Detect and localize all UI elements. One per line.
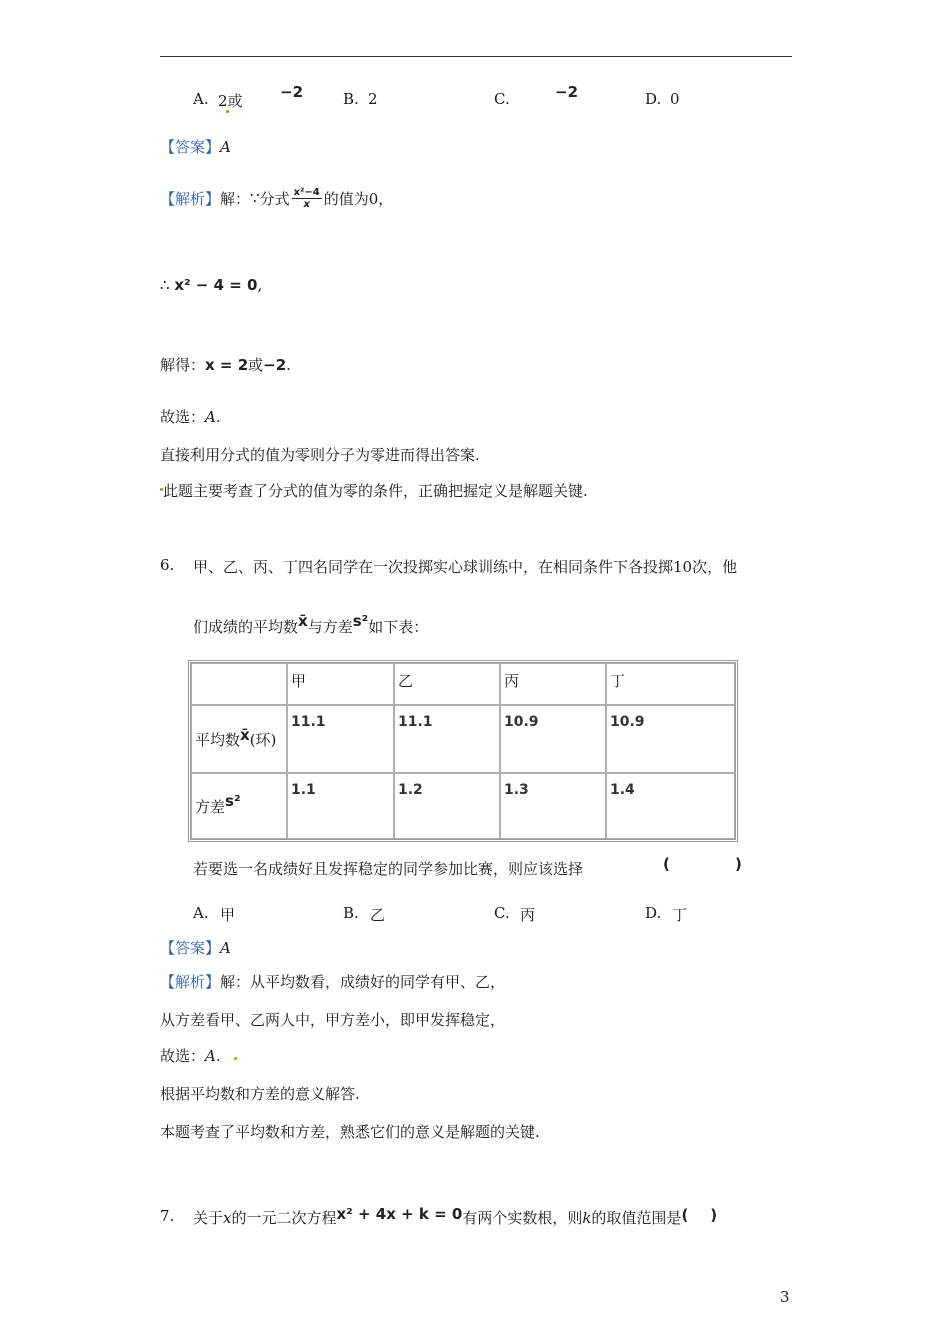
table-row <box>191 773 735 839</box>
cell-value: 10.9 <box>504 714 539 730</box>
q5-option-b-label: B. <box>343 90 359 108</box>
q6-comment: 本题考查了平均数和方差，熟悉它们的意义是解题的关键. <box>160 1123 540 1141</box>
cell-value: 11.1 <box>398 714 433 730</box>
table-header-cell: 甲 <box>287 663 394 705</box>
solve-equation: x = 2 <box>205 356 249 374</box>
mark-dot <box>226 110 229 113</box>
table-cell <box>287 705 394 773</box>
table-cell <box>287 773 394 839</box>
mark-dot <box>234 1057 237 1060</box>
row-label-mean <box>191 705 287 773</box>
choose-label: 故选： <box>160 1047 206 1065</box>
stem-text: 与方差 <box>307 618 353 636</box>
choose-value: A. <box>205 1047 221 1065</box>
answer-tag: 【答案】 <box>160 138 221 156</box>
value-zero-text: 的值为0， <box>323 189 394 208</box>
stem-text: 的取值范围是 <box>591 1209 682 1227</box>
analysis-tag: 【解析】 <box>160 973 221 991</box>
q5-option-d-text: 0 <box>670 90 680 108</box>
q5-option-c-label: C. <box>494 90 510 108</box>
table-cell <box>500 773 606 839</box>
paren-close: ) <box>735 855 742 873</box>
score-table <box>188 660 738 842</box>
variable-x: x <box>223 1209 232 1227</box>
table-header-row <box>191 663 735 705</box>
table-cell <box>500 705 606 773</box>
row-unit: (环) <box>249 730 277 749</box>
solve-label: 解得： <box>160 356 206 374</box>
stem-text: 们成绩的平均数 <box>193 618 299 636</box>
table-header-cell: 丙 <box>500 663 606 705</box>
q6-stem-line2 <box>193 612 429 637</box>
stem-text: 如下表： <box>368 618 429 636</box>
row-label-variance <box>191 773 287 839</box>
cell-value: 11.1 <box>291 714 326 730</box>
choose-label: 故选： <box>160 408 206 426</box>
variance-symbol: s² <box>225 791 241 810</box>
q6-analysis-line2: 从方差看甲、乙两人中，甲方差小，即甲发挥稳定， <box>160 1011 506 1029</box>
row-label-text: 平均数 <box>195 730 241 749</box>
cell-value: 1.3 <box>504 782 529 798</box>
q5-choose <box>160 406 221 427</box>
analysis-tag: 【解析】 <box>160 189 221 208</box>
solve-negative: −2 <box>263 356 287 374</box>
cell-value: 1.1 <box>291 782 316 798</box>
answer-tag: 【答案】 <box>160 939 221 957</box>
variable-k: k <box>582 1209 592 1227</box>
q7-number: 7. <box>160 1207 175 1225</box>
q5-option-b-text: 2 <box>368 90 378 108</box>
q5-option-a-math: −2 <box>280 83 304 101</box>
mean-symbol: x̄ <box>240 725 250 744</box>
q5-solve-line <box>160 354 291 375</box>
row-label-text: 方差 <box>195 797 226 816</box>
period: . <box>286 356 291 374</box>
q5-therefore-line <box>160 276 262 294</box>
q5-method: 直接利用分式的值为零则分子为零进而得出答案. <box>160 446 480 464</box>
cell-value: 1.4 <box>610 782 635 798</box>
variance-symbol: s² <box>352 612 369 630</box>
analysis-intro: 解： <box>220 189 251 208</box>
because-symbol: ∵ <box>250 189 260 207</box>
q6-option-c-text: 丙 <box>520 906 536 924</box>
comma: , <box>257 276 263 294</box>
cell-value: 1.2 <box>398 782 423 798</box>
q5-analysis-line1 <box>160 176 393 220</box>
page-number: 3 <box>780 1288 790 1306</box>
q6-option-b-text: 乙 <box>370 906 386 924</box>
table-corner-cell <box>191 663 287 705</box>
table-cell <box>606 705 735 773</box>
table-header-cell: 乙 <box>394 663 500 705</box>
analysis-text: 解：从平均数看，成绩好的同学有甲、乙， <box>220 973 506 991</box>
q6-question: 若要选一名成绩好且发挥稳定的同学参加比赛，则应该选择 <box>193 860 584 878</box>
table-cell <box>394 773 500 839</box>
cell-value: 10.9 <box>610 714 645 730</box>
table-cell <box>394 705 500 773</box>
fraction-numerator: x²−4 <box>293 186 320 198</box>
q5-option-a-label: A. <box>193 90 209 108</box>
or-word: 或 <box>248 356 264 374</box>
q5-option-a-text: 2或 <box>218 92 243 110</box>
fraction-word: 分式 <box>259 189 290 208</box>
q6-option-a-text: 甲 <box>220 906 236 924</box>
q6-number: 6. <box>160 556 175 574</box>
q6-choose <box>160 1045 221 1066</box>
answer-value: A <box>220 939 231 957</box>
quadratic-equation: x² + 4x + k = 0 <box>336 1205 463 1223</box>
q6-option-a-label: A. <box>193 904 209 922</box>
q5-option-d-label: D. <box>645 90 662 108</box>
q6-option-d-text: 丁 <box>672 906 688 924</box>
choose-value: A. <box>205 408 221 426</box>
q6-stem-line1: 甲、乙、丙、丁四名同学在一次投掷实心球训练中，在相同条件下各投掷10次，他 <box>193 558 738 576</box>
q6-method: 根据平均数和方差的意义解答. <box>160 1085 360 1103</box>
fraction-denominator: x <box>303 198 310 210</box>
q6-option-b-label: B. <box>343 904 359 922</box>
q5-option-c-math: −2 <box>555 83 579 101</box>
table-row <box>191 705 735 773</box>
q5-answer <box>160 136 231 157</box>
table-header-cell: 丁 <box>606 663 735 705</box>
table-cell <box>606 773 735 839</box>
q6-analysis-line1 <box>160 971 505 992</box>
q6-answer <box>160 937 231 958</box>
stem-text: 的一元二次方程 <box>231 1209 337 1227</box>
paren-close: ) <box>710 1206 718 1224</box>
header-rule <box>160 56 792 57</box>
answer-value: A <box>220 138 231 156</box>
q6-option-c-label: C. <box>494 904 510 922</box>
fraction <box>292 187 322 210</box>
stem-text: 关于 <box>193 1209 224 1227</box>
q6-option-d-label: D. <box>645 904 662 922</box>
mean-symbol: x̄ <box>298 612 308 630</box>
q5-comment: 此题主要考查了分式的值为零的条件，正确把握定义是解题关键. <box>163 482 588 500</box>
stem-text: 有两个实数根，则 <box>462 1209 583 1227</box>
equation: x² − 4 = 0 <box>174 276 258 294</box>
q7-stem <box>193 1207 717 1228</box>
paren-open: ( <box>663 855 670 873</box>
paren-open: ( <box>681 1206 689 1224</box>
therefore-symbol: ∴ <box>160 276 170 294</box>
